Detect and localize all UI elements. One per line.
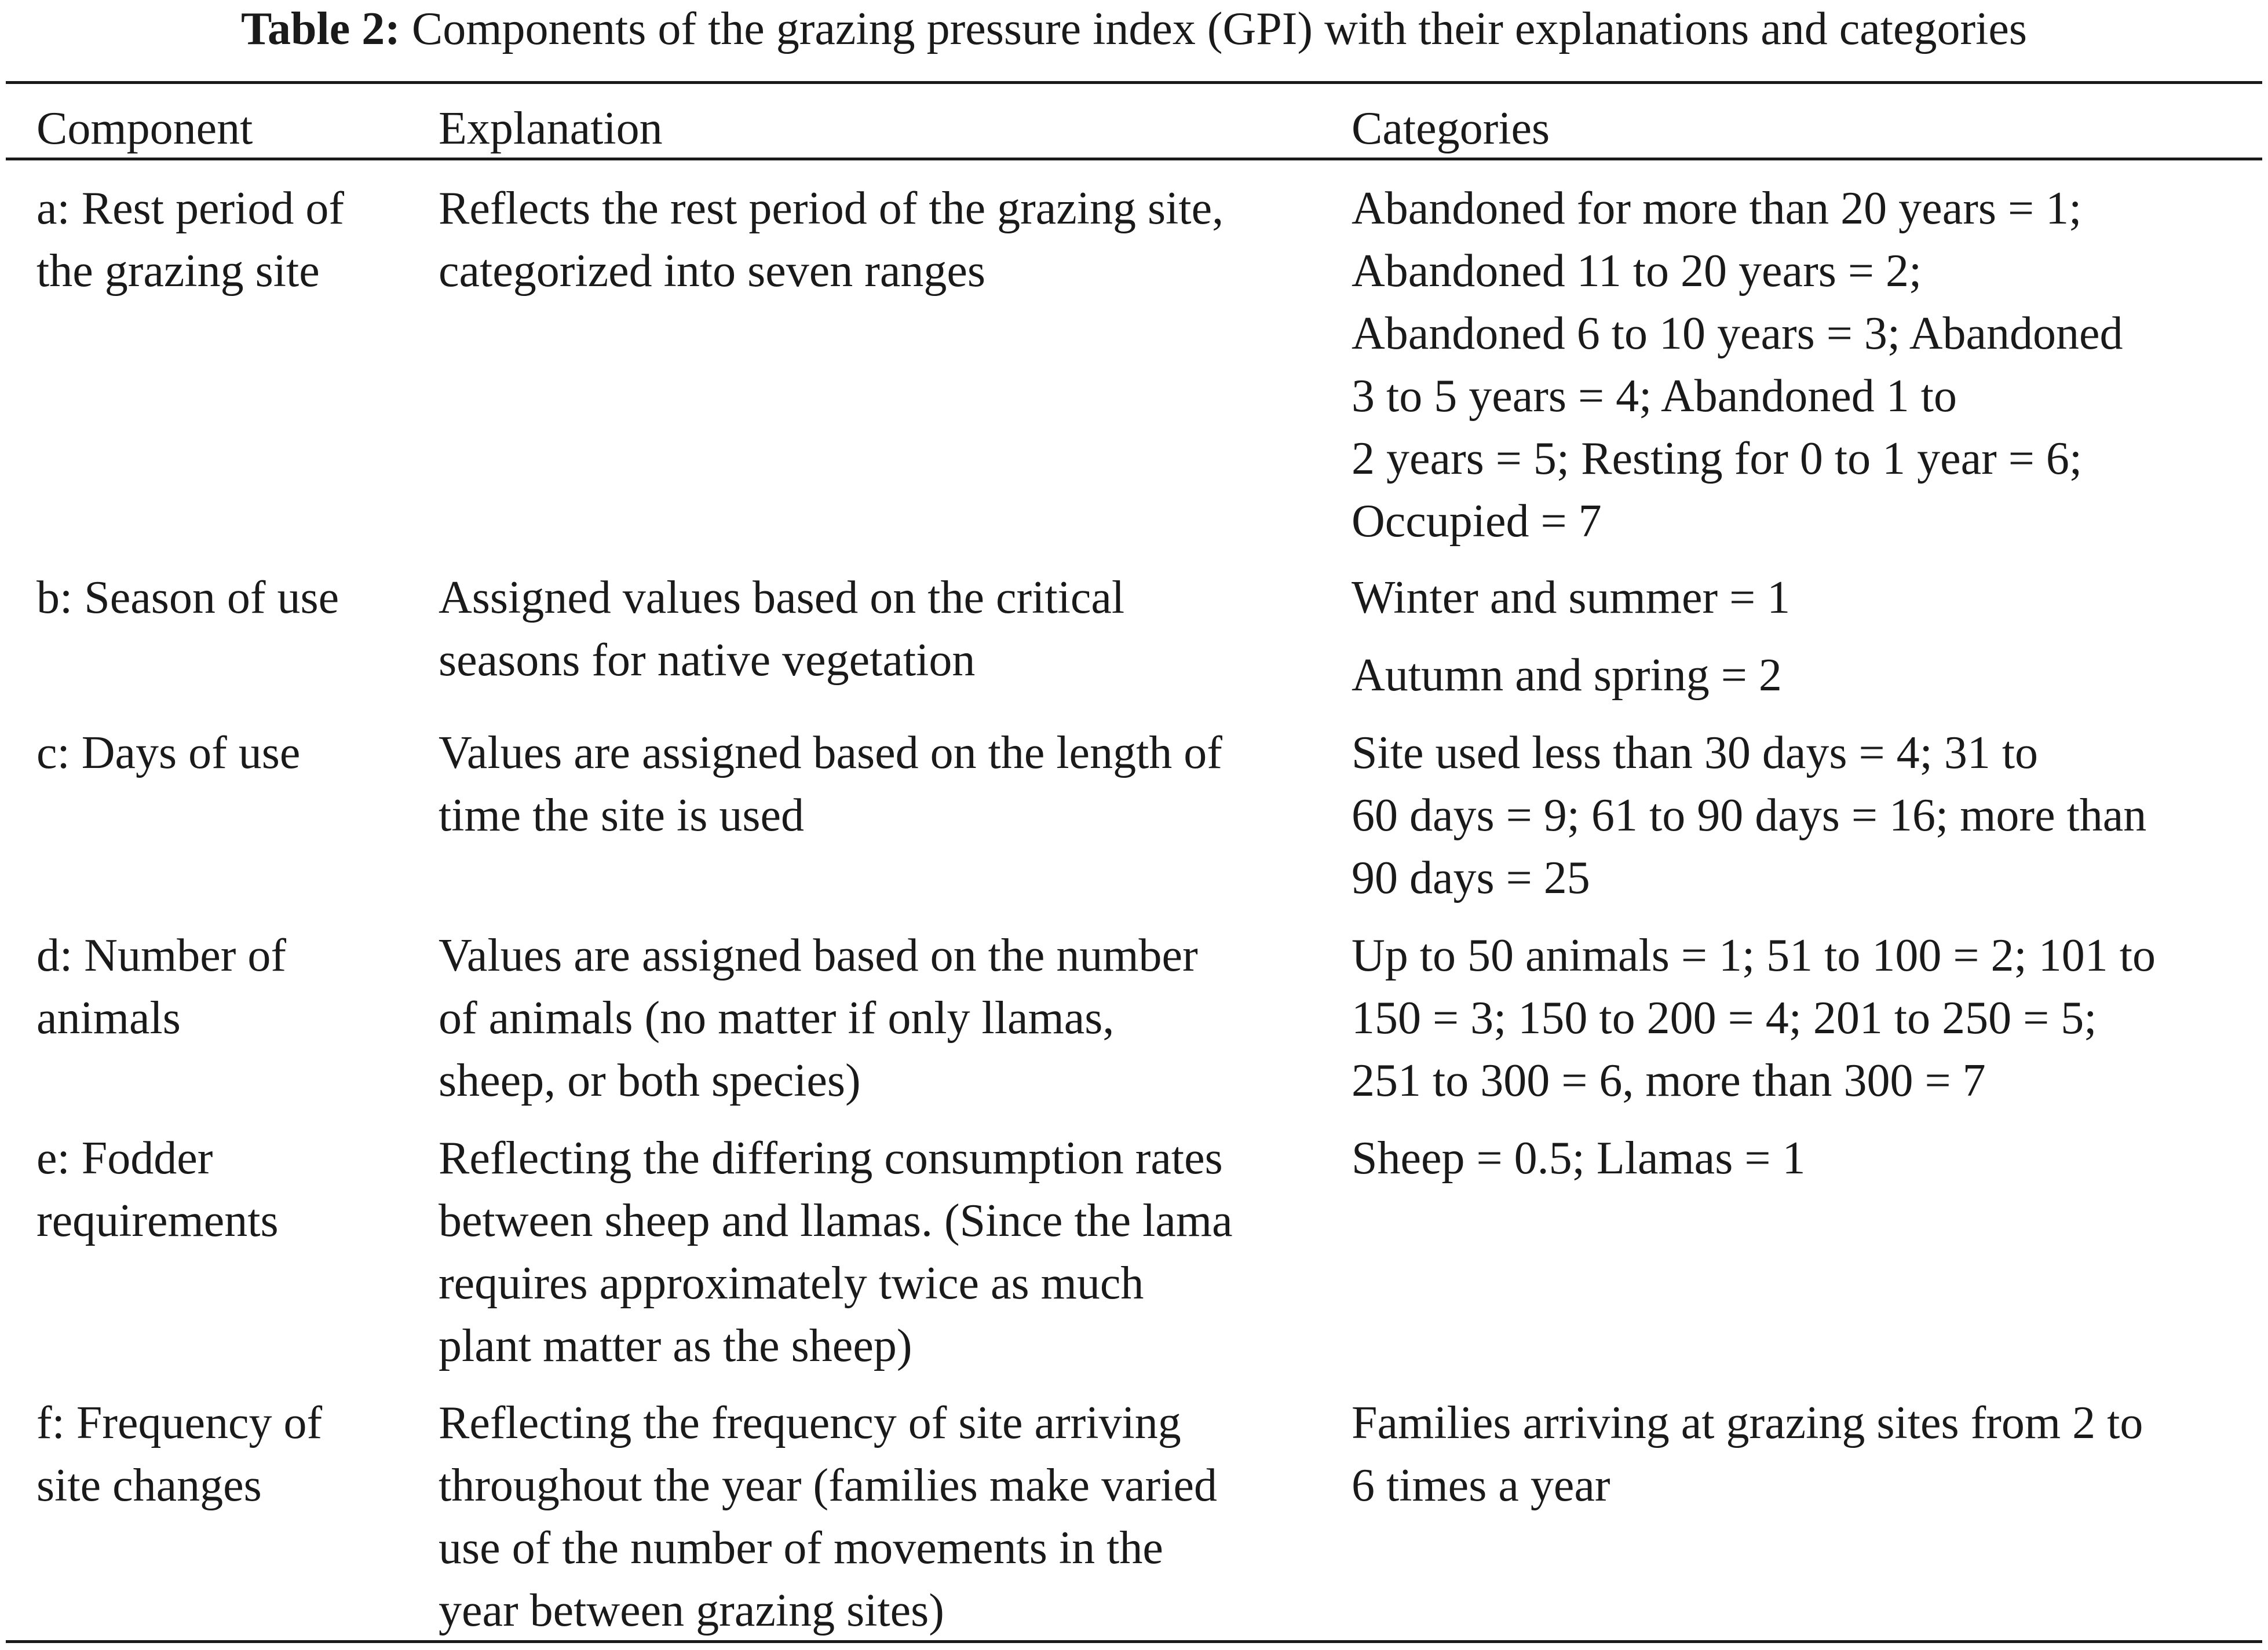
row-e-explanation-line-2: between sheep and llamas. (Since the lama: [439, 1195, 1233, 1246]
table-caption: [0, 0, 2268, 64]
row-c-component-line-1: c: Days of use: [36, 727, 301, 778]
row-c-component: [36, 722, 430, 784]
row-a-component-line-1: a: Rest period of: [36, 183, 344, 234]
row-a-categories-line-1: Abandoned for more than 20 years = 1;: [1352, 183, 2082, 234]
caption-label: Table 2:: [240, 3, 400, 54]
row-d-component-line-1: d: Number of: [36, 930, 287, 981]
row-d-component-line-2: animals: [36, 993, 181, 1044]
row-a-explanation-line-2: categorized into seven ranges: [439, 246, 986, 297]
row-b-component-line-1: b: Season of use: [36, 572, 339, 623]
row-e-categories-line-1: Sheep = 0.5; Llamas = 1: [1352, 1133, 1806, 1184]
header-component: Component: [36, 103, 253, 154]
row-b-component: [36, 566, 430, 629]
row-d-categories-line-1: Up to 50 animals = 1; 51 to 100 = 2; 101 to: [1352, 930, 2156, 981]
row-b-categories-1: Winter and summer = 1: [1352, 572, 1791, 623]
row-f-categories: [1352, 1392, 2255, 1517]
row-c-explanation-line-2: time the site is used: [439, 790, 805, 841]
row-a-categories-line-2: Abandoned 11 to 20 years = 2;: [1352, 246, 1922, 297]
row-a-categories: [1352, 177, 2255, 553]
header-explanation: Explanation: [439, 103, 663, 154]
row-c-explanation: [439, 722, 1331, 847]
row-c-categories: [1352, 722, 2255, 909]
row-f-explanation-line-4: year between grazing sites): [439, 1585, 944, 1636]
row-e-explanation-line-3: requires approximately twice as much: [439, 1258, 1144, 1309]
row-e-explanation-line-4: plant matter as the sheep): [439, 1320, 912, 1371]
row-d-explanation-line-1: Values are assigned based on the number: [439, 930, 1198, 981]
row-d-categories: [1352, 924, 2255, 1112]
row-e-component: [36, 1127, 430, 1252]
row-a-categories-line-5: 2 years = 5; Resting for 0 to 1 year = 6;: [1352, 433, 2083, 484]
row-e-component-line-2: requirements: [36, 1195, 279, 1246]
row-f-component: [36, 1392, 430, 1517]
row-f-component-line-1: f: Frequency of: [36, 1397, 323, 1448]
row-d-categories-line-2: 150 = 3; 150 to 200 = 4; 201 to 250 = 5;: [1352, 993, 2097, 1044]
row-a-explanation-line-1: Reflects the rest period of the grazing site,: [439, 183, 1224, 234]
row-f-explanation-line-1: Reflecting the frequency of site arriving: [439, 1397, 1181, 1448]
row-f-explanation-line-2: throughout the year (families make varied: [439, 1460, 1217, 1511]
row-c-explanation-line-1: Values are assigned based on the length of: [439, 727, 1222, 778]
row-c-categories-line-2: 60 days = 9; 61 to 90 days = 16; more than: [1352, 790, 2147, 841]
caption-text: Components of the grazing pressure index (GPI) with their explanations and categories: [411, 3, 2027, 54]
row-a-explanation: [439, 177, 1331, 302]
row-e-explanation: [439, 1127, 1331, 1377]
row-b-explanation-line-2: seasons for native vegetation: [439, 635, 976, 686]
top-rule: [6, 81, 2262, 84]
row-b-explanation-line-1: Assigned values based on the critical: [439, 572, 1125, 623]
row-c-categories-line-3: 90 days = 25: [1352, 853, 1590, 903]
row-a-component: [36, 177, 430, 302]
header-categories: Categories: [1352, 103, 1550, 154]
row-a-categories-line-3: Abandoned 6 to 10 years = 3; Abandoned: [1352, 308, 2123, 359]
row-c-categories-line-1: Site used less than 30 days = 4; 31 to: [1352, 727, 2039, 778]
row-f-explanation: [439, 1392, 1331, 1642]
row-e-categories: [1352, 1127, 2255, 1190]
row-d-component: [36, 924, 430, 1049]
row-a-categories-line-4: 3 to 5 years = 4; Abandoned 1 to: [1352, 371, 1957, 422]
row-d-explanation: [439, 924, 1331, 1112]
row-f-categories-line-1: Families arriving at grazing sites from 2 to: [1352, 1397, 2143, 1448]
row-a-component-line-2: the grazing site: [36, 246, 320, 297]
row-d-explanation-line-3: sheep, or both species): [439, 1055, 861, 1106]
row-b-explanation: [439, 566, 1331, 692]
row-b-categories-2: Autumn and spring = 2: [1352, 650, 1782, 701]
row-e-component-line-1: e: Fodder: [36, 1133, 213, 1184]
row-f-categories-line-2: 6 times a year: [1352, 1460, 1610, 1511]
row-a-categories-line-6: Occupied = 7: [1352, 496, 1602, 547]
row-e-explanation-line-1: Reflecting the differing consumption rates: [439, 1133, 1223, 1184]
row-f-explanation-line-3: use of the number of movements in the: [439, 1523, 1163, 1574]
row-d-explanation-line-2: of animals (no matter if only llamas,: [439, 993, 1115, 1044]
row-d-categories-line-3: 251 to 300 = 6, more than 300 = 7: [1352, 1055, 1986, 1106]
row-f-component-line-2: site changes: [36, 1460, 262, 1511]
